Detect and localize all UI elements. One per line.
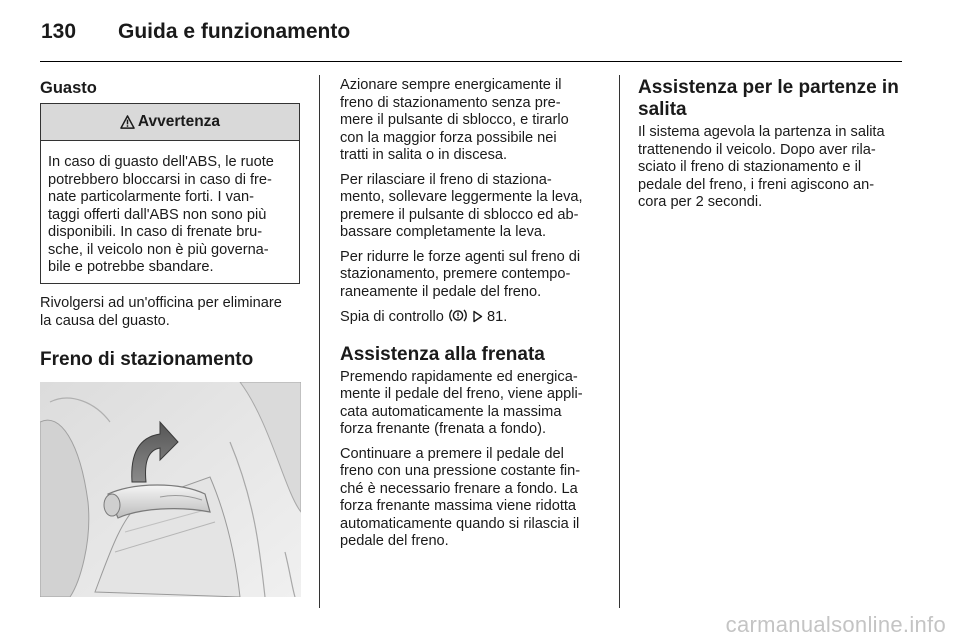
chapter-title: Guida e funzionamento <box>118 20 351 43</box>
paragraph-line: forza frenante (frenata a fondo). <box>340 421 547 437</box>
paragraph-line: cora per 2 secondi. <box>638 194 763 210</box>
paragraph-line: stazionamento, premere contempo- <box>340 266 571 282</box>
paragraph-line: Per ridurre le forze agenti sul freno di <box>340 248 581 265</box>
paragraph-line: automaticamente quando si rilascia il <box>340 515 580 532</box>
paragraph-line: Rivolgersi ad un'officina per eliminare <box>40 295 282 311</box>
paragraph-line: Per rilasciare il freno di staziona- <box>340 171 552 188</box>
parking-brake-illustration <box>40 382 301 597</box>
warning-line: bile e potrebbe sbandare. <box>48 259 214 275</box>
paragraph-line: freno con una pressione costante fin- <box>340 463 581 479</box>
paragraph-line: sciato il freno di stazionamento e il <box>638 159 862 175</box>
paragraph-line: freno di stazionamento senza pre- <box>340 94 561 111</box>
paragraph-reduce-force <box>340 249 610 302</box>
warning-box-header <box>41 104 299 141</box>
paragraph-hill-start <box>638 124 906 212</box>
paragraph-line: pedale del freno, i freni agiscono an- <box>638 176 875 193</box>
paragraph-line: Azionare sempre energicamente il <box>340 77 562 93</box>
heading-brake-assist: Assistenza alla frenata <box>340 343 545 365</box>
paragraph-continue-pressing <box>340 446 610 551</box>
warning-line: In caso di guasto dell'ABS, le ruote <box>48 154 274 170</box>
warning-text <box>41 141 299 277</box>
paragraph-line: mere il pulsante di sblocco, e tirarlo <box>340 112 569 128</box>
paragraph-line: Il sistema agevola la partenza in salita <box>638 124 885 140</box>
watermark: carmanualsonline.info <box>725 612 946 637</box>
warning-light-label: Spia di controllo <box>340 309 444 325</box>
column-divider-1 <box>319 75 320 608</box>
paragraph-line: con la maggior forza possibile nei <box>340 129 557 146</box>
paragraph-line: Continuare a premere il pedale del <box>340 445 564 462</box>
header-divider <box>40 61 902 62</box>
paragraph-line: raneamente il pedale del freno. <box>340 283 542 300</box>
paragraph-line: cata automaticamente la massima <box>340 403 562 420</box>
warning-line: potrebbero bloccarsi in caso di fre- <box>48 171 272 188</box>
warning-light-reference <box>340 308 610 327</box>
paragraph-line: premere il pulsante di sblocco ed ab- <box>340 206 579 223</box>
repair-paragraph <box>40 295 305 330</box>
paragraph-force <box>340 77 610 165</box>
brake-warning-light-icon <box>448 308 468 323</box>
paragraph-line: ché è necessario frenare a fondo. La <box>340 480 578 497</box>
column-divider-2 <box>619 75 620 608</box>
warning-line: nate particolarmente forti. I van- <box>48 189 255 205</box>
heading-parking-brake: Freno di stazionamento <box>40 349 254 370</box>
column-3-text <box>638 77 906 212</box>
paragraph-line: mento, sollevare leggermente la leva, <box>340 189 583 205</box>
warning-line: sche, il veicolo non è più governa- <box>48 241 269 258</box>
heading-hill-start-assist <box>638 77 906 121</box>
warning-triangle-icon <box>120 115 135 129</box>
paragraph-brake-assist <box>340 369 610 439</box>
parking-brake-lever-image <box>40 382 301 597</box>
warning-line: taggi offerti dall'ABS non sono più <box>48 206 267 223</box>
heading-line: Assistenza per le partenze in <box>638 77 899 98</box>
paragraph-release <box>340 172 610 242</box>
page-reference-arrow-icon <box>472 310 483 323</box>
page-reference-number: 81. <box>487 309 508 325</box>
column-2-text <box>340 77 610 551</box>
paragraph-line: Premendo rapidamente ed energica- <box>340 368 578 385</box>
heading-line: salita <box>638 99 687 120</box>
paragraph-line: la causa del guasto. <box>40 312 170 329</box>
paragraph-line: forza frenante massima viene ridotta <box>340 498 577 514</box>
paragraph-line: trattenendo il veicolo. Dopo aver rila- <box>638 141 876 158</box>
paragraph-line: bassare completamente la leva. <box>340 224 547 240</box>
paragraph-line: pedale del freno. <box>340 533 449 549</box>
paragraph-line: mente il pedale del freno, viene appli- <box>340 386 583 402</box>
warning-title: Avvertenza <box>137 113 221 130</box>
section-title-guasto: Guasto <box>40 79 97 97</box>
page-number: 130 <box>41 20 77 43</box>
paragraph-line: tratti in salita o in discesa. <box>340 147 508 163</box>
warning-box <box>40 103 300 284</box>
warning-line: disponibili. In caso di frenate bru- <box>48 224 263 240</box>
